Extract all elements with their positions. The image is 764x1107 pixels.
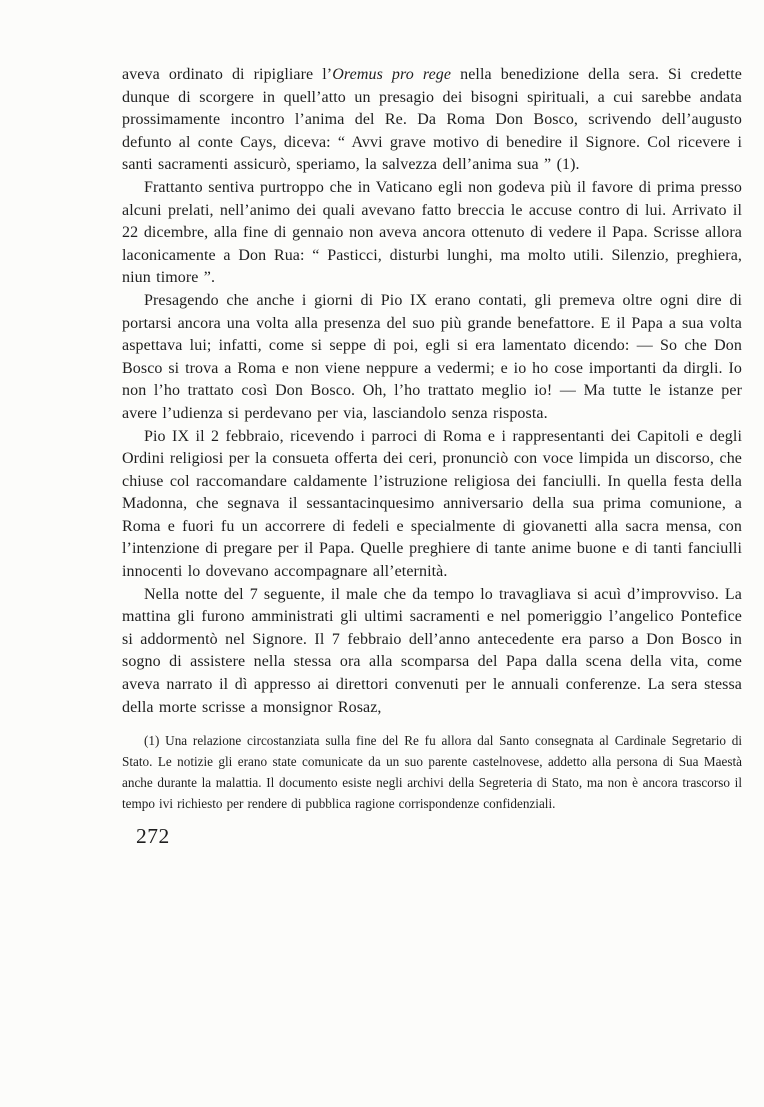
page-body [122, 64, 742, 719]
paragraph-4: Pio IX il 2 febbraio, ricevendo i parroci di Roma e i rappresentanti dei Capitoli e degli Ordini religiosi per la consueta offerta dei ceri, pronunciò con voce limpida un discorso, che chiuse col raccomandare caldamente l’istruzione religiosa dei fanciulli. In quella festa della Madonna, che segnava il sessantacinquesimo anniversario della sua prima comunione, a Roma e fuori fu un accorrere di fedeli e specialmente di giovanetti alla sacra mensa, con l’intenzione di pregare per il Papa. Quelle preghiere di tante anime buone e di tanti fanciulli innocenti lo dovevano accompagnare all’eternità. [122, 427, 742, 581]
paragraph-1-text-before-italic: aveva ordinato di ripigliare l’ [122, 66, 333, 83]
paragraph-5: Nella notte del 7 seguente, il male che da tempo lo travagliava si acuì d’improvviso. La mattina gli furono amministrati gli ultimi sacramenti e nel pomeriggio l’angelico Pontefice si addormentò nel Signore. Il 7 febbraio dell’anno antecedente era parso a Don Bosco in sogno di assistere nella stessa ora alla scomparsa del Papa dalla scena della vita, come aveva narrato il dì appresso ai direttori convenuti per le annuali conferenze. La sera stessa della morte scrisse a monsignor Rosaz, [122, 585, 742, 716]
latin-phrase-italic: Oremus pro rege [332, 66, 452, 83]
page-number: 272 [136, 824, 170, 849]
paragraph-2: Frattanto sentiva purtroppo che in Vaticano egli non godeva più il favore di prima presso alcuni prelati, nell’animo dei quali avevano fatto breccia le accuse contro di lui. Arrivato il 22 dicembre, alla fine di gennaio non aveva ancora ottenuto di vedere il Papa. Scrisse allora laconicamente a Don Rua: “ Pasticci, disturbi lunghi, ma molto utili. Silenzio, preghiera, niun timore ”. [122, 178, 742, 287]
paragraph-3: Presagendo che anche i giorni di Pio IX erano contati, gli premeva oltre ogni dire di portarsi ancora una volta alla presenza del suo più grande benefattore. E il Papa a sua volta aspettava lui; infatti, come si seppe di poi, egli si era lamentato dicendo: — So che Don Bosco si trova a Roma e non viene neppure a vedermi; e io ho cose importanti da dirgli. Io non l’ho trattato così Don Bosco. Oh, l’ho trattato meglio io! — Ma tutte le istanze per avere l’udienza si perdevano per via, lasciandolo senza risposta. [122, 291, 742, 422]
paragraph-1 [122, 64, 742, 177]
paragraph-1-text-after-italic: nella benedizione della sera. Si credette dunque di scorgere in quell’atto un presagio dei bisogni spirituali, a cui sarebbe andata prossimamente incontro l’anima del Re. Da Roma Don Bosco, scrivendo dell’augusto defunto al conte Cays, diceva: “ Avvi grave motivo di benedire il Signore. Col ricevere i santi sacramenti assicurò, speriamo, la salvezza dell’anima sua ” (1). [122, 66, 742, 174]
footnote: (1) Una relazione circostanziata sulla fine del Re fu allora dal Santo consegnata al Cardinale Segretario di Stato. Le notizie gli erano state comunicate da un suo parente castelnovese, addetto alla persona di Sua Maestà anche durante la malattia. Il documento esiste negli archivi della Segreteria di Stato, ma non è ancora trascorso il tempo ivi richiesto per rendere di pubblica ragione corrispondenze confidenziali. [122, 733, 742, 812]
